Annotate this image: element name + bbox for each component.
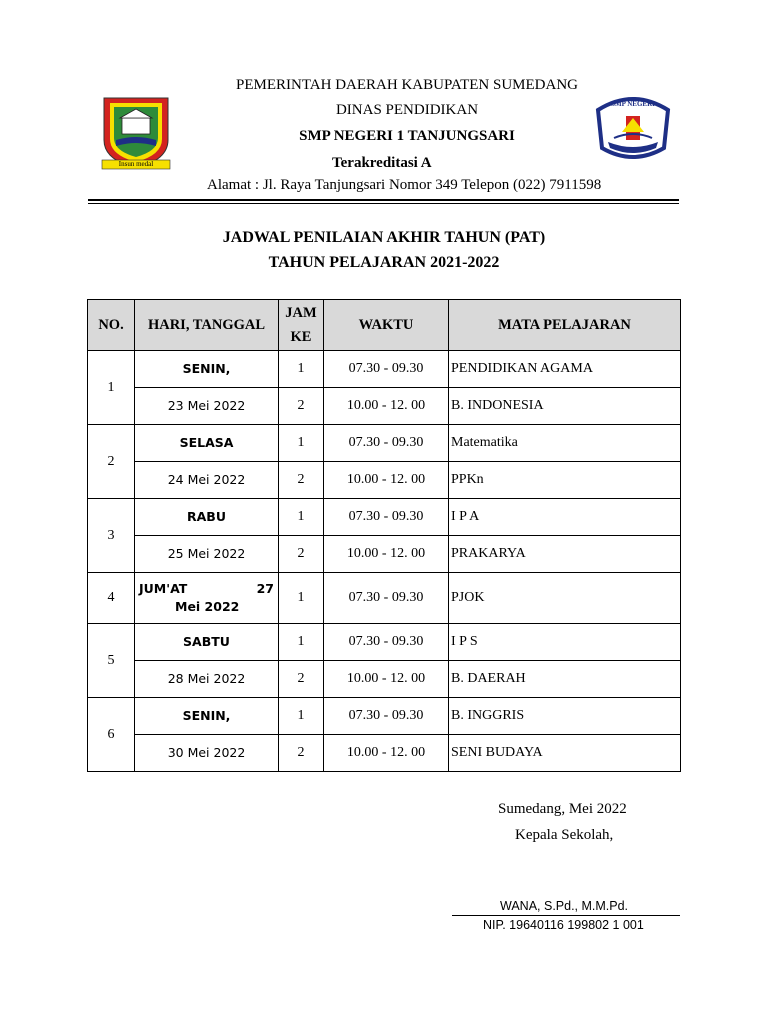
table-row [88,388,681,425]
header-time: WAKTU [324,300,449,351]
row-no: 6 [88,698,135,772]
time-cell: 10.00 - 12. 00 [324,661,449,698]
letterhead-rule-thin [88,203,679,204]
signature-nip: NIP. 19640116 199802 1 001 [483,918,644,932]
signature-place-date: Sumedang, Mei 2022 [498,801,627,817]
table-row [88,624,681,661]
crest-motto: Insun medal [118,160,154,168]
time-cell: 10.00 - 12. 00 [324,735,449,772]
jam-cell: 2 [279,388,324,425]
sumedang-crest-logo [100,94,172,176]
signature-position: Kepala Sekolah, [515,827,614,843]
time-cell: 10.00 - 12. 00 [324,536,449,573]
subject-cell: B. DAERAH [449,661,681,698]
day-name: RABU [135,499,279,536]
jam-cell: 2 [279,462,324,499]
time-cell: 07.30 - 09.30 [324,499,449,536]
table-row [88,425,681,462]
table-row [88,462,681,499]
day-date: Mei 2022 [175,598,240,614]
row-no: 4 [88,573,135,624]
row-no: 2 [88,425,135,499]
signature-name: WANA, S.Pd., M.M.Pd. [500,899,629,913]
exam-schedule-table [87,299,681,772]
subject-cell: PRAKARYA [449,536,681,573]
time-cell: 07.30 - 09.30 [324,573,449,624]
letterhead-accreditation: Terakreditasi A [332,155,432,171]
day-name: SENIN, [135,698,279,735]
table-row [88,499,681,536]
day-date-combined [135,573,279,624]
jam-cell: 1 [279,573,324,624]
row-no: 1 [88,351,135,425]
table-row [88,661,681,698]
time-cell: 10.00 - 12. 00 [324,388,449,425]
row-no: 3 [88,499,135,573]
header-day-date: HARI, TANGGAL [135,300,279,351]
signature-rule [452,915,680,916]
subject-cell: I P S [449,624,681,661]
day-date: 25 Mei 2022 [135,536,279,573]
table-row [88,698,681,735]
document-subtitle: TAHUN PELAJARAN 2021-2022 [268,254,500,271]
document-title: JADWAL PENILAIAN AKHIR TAHUN (PAT) [222,229,546,246]
time-cell: 07.30 - 09.30 [324,425,449,462]
day-name: JUM'AT [139,580,188,596]
subject-cell: Matematika [449,425,681,462]
day-date: 30 Mei 2022 [135,735,279,772]
subject-cell: PPKn [449,462,681,499]
header-subject: MATA PELAJARAN [449,300,681,351]
letterhead-rule [88,199,679,201]
letterhead-department: DINAS PENDIDIKAN [335,102,479,118]
jam-cell: 2 [279,661,324,698]
header-jam-label: JAM KE [285,305,317,345]
jam-cell: 1 [279,698,324,735]
table-header-row [88,300,681,351]
day-name: SENIN, [135,351,279,388]
letterhead-school: SMP NEGERI 1 TANJUNGSARI [299,128,515,144]
jam-cell: 1 [279,351,324,388]
time-cell: 07.30 - 09.30 [324,698,449,735]
subject-cell: SENI BUDAYA [449,735,681,772]
jam-cell: 1 [279,425,324,462]
row-no: 5 [88,624,135,698]
time-cell: 07.30 - 09.30 [324,351,449,388]
jam-cell: 2 [279,735,324,772]
jam-cell: 2 [279,536,324,573]
header-jam [279,300,324,351]
time-cell: 07.30 - 09.30 [324,624,449,661]
table-row [88,536,681,573]
subject-cell: B. INGGRIS [449,698,681,735]
subject-cell: I P A [449,499,681,536]
day-date: 28 Mei 2022 [135,661,279,698]
smp-logo-text: SMP NEGERI [611,100,655,108]
subject-cell: B. INDONESIA [449,388,681,425]
day-date: 24 Mei 2022 [135,462,279,499]
header-no: NO. [88,300,135,351]
table-row [88,573,681,624]
day-name: SELASA [135,425,279,462]
table-row [88,735,681,772]
letterhead-government: PEMERINTAH DAERAH KABUPATEN SUMEDANG [235,77,578,93]
day-number: 27 [256,580,274,596]
time-cell: 10.00 - 12. 00 [324,462,449,499]
table-row [88,351,681,388]
subject-cell: PJOK [449,573,681,624]
jam-cell: 1 [279,499,324,536]
jam-cell: 1 [279,624,324,661]
day-name: SABTU [135,624,279,661]
day-date: 23 Mei 2022 [135,388,279,425]
subject-cell: PENDIDIKAN AGAMA [449,351,681,388]
letterhead-address: Alamat : Jl. Raya Tanjungsari Nomor 349 Telepon (022) 7911598 [207,177,602,193]
